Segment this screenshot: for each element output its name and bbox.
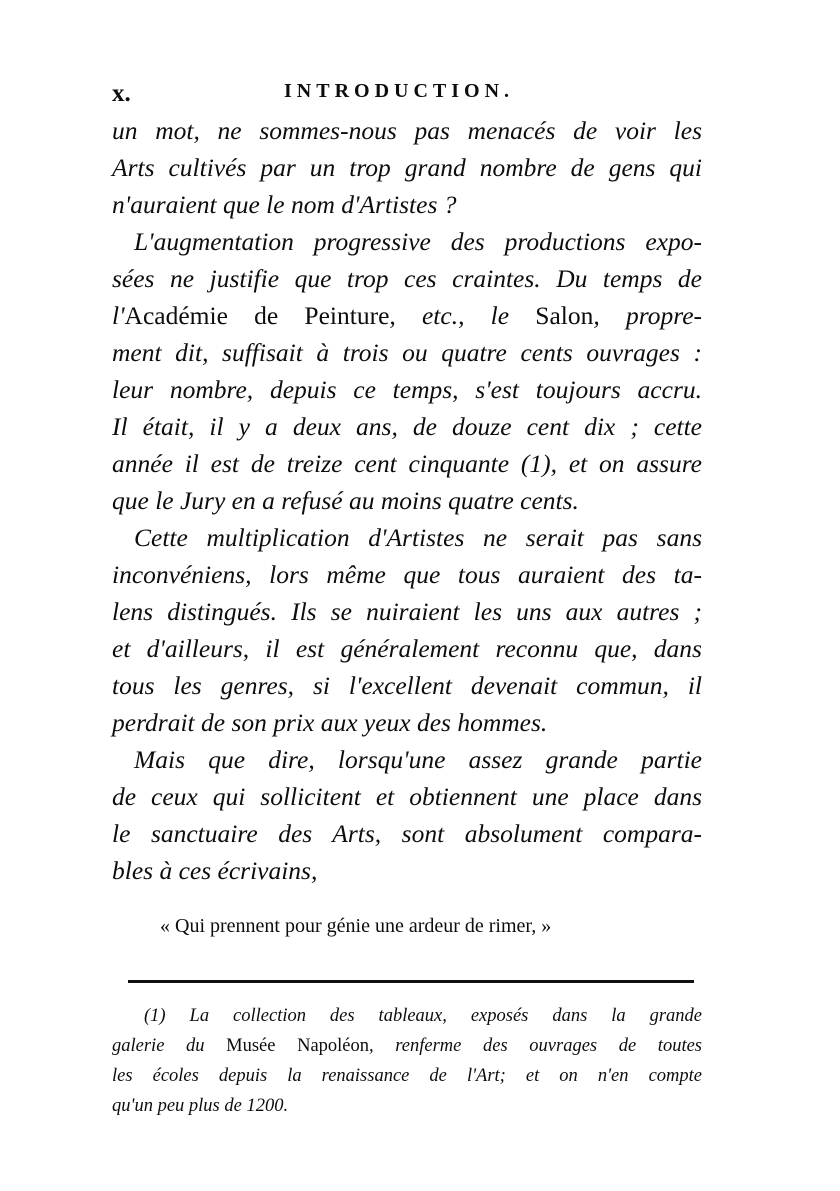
running-title: INTRODUCTION. — [284, 80, 515, 102]
text-run-upright: Académie de Peinture — [124, 301, 390, 330]
text-run: l' — [112, 301, 125, 330]
footnote-line — [112, 1031, 702, 1061]
text-line: perdrait de son prix aux yeux des hommes. — [112, 708, 548, 737]
text-line: année il est de treize cent cinquante (1), et on assure — [112, 449, 702, 478]
text-line: inconvéniens, lors même que tous auraient des ta- — [112, 560, 702, 589]
text-line: le sanctuaire des Arts, sont absolument compara- — [112, 819, 702, 848]
footnote-line: qu'un peu plus de 1200. — [112, 1096, 289, 1116]
text-run: , renferme des ouvrages de toutes — [369, 1036, 703, 1056]
footnote-line: les écoles depuis la renaissance de l'Art; et on n'en compte — [112, 1066, 702, 1086]
text-line: Mais que dire, lorsqu'une assez grande partie — [134, 745, 702, 774]
text-line: tous les genres, si l'excellent devenait commun, il — [112, 671, 702, 700]
text-run: galerie du — [112, 1036, 227, 1056]
text-line: de ceux qui sollicitent et obtiennent une place dans — [112, 782, 702, 811]
text-line: leur nombre, depuis ce temps, s'est toujours accru. — [112, 375, 702, 404]
text-line: que le Jury en a refusé au moins quatre cents. — [112, 486, 579, 515]
text-line — [112, 297, 702, 334]
text-line: Cette multiplication d'Artistes ne serait pas sans — [134, 523, 702, 552]
text-line: sées ne justifie que trop ces craintes. Du temps de — [112, 264, 702, 293]
paragraph-4 — [112, 741, 702, 889]
footnote — [112, 1001, 702, 1121]
verse-quotation: « Qui prennent pour génie une ardeur de rimer, » — [160, 915, 552, 937]
book-page — [112, 72, 702, 1121]
text-run: , propre- — [593, 301, 702, 330]
body-text — [112, 112, 702, 889]
footnote-divider — [128, 980, 694, 983]
text-line: ment dit, suffisait à trois ou quatre cents ouvrages : — [112, 338, 702, 367]
paragraph-2 — [112, 223, 702, 519]
paragraph-1 — [112, 112, 702, 223]
text-line: L'augmentation progressive des productions expo- — [134, 227, 702, 256]
text-line: bles à ces écrivains, — [112, 856, 318, 885]
text-line: lens distingués. Ils se nuiraient les uns aux autres ; — [112, 597, 702, 626]
paragraph-3 — [112, 519, 702, 741]
text-line: Arts cultivés par un trop grand nombre de gens qui — [112, 153, 702, 182]
text-run-upright: Musée Napoléon — [226, 1036, 370, 1056]
text-line: et d'ailleurs, il est généralement reconnu que, dans — [112, 634, 702, 663]
footnote-line: (1) La collection des tableaux, exposés dans la grande — [144, 1006, 702, 1026]
text-run-upright: Salon — [535, 301, 594, 330]
text-line: un mot, ne sommes-nous pas menacés de voir les — [112, 116, 702, 145]
running-head — [112, 72, 702, 112]
text-line: n'auraient que le nom d'Artistes ? — [112, 190, 457, 219]
text-line: Il était, il y a deux ans, de douze cent dix ; cette — [112, 412, 702, 441]
page-number: x. — [112, 80, 131, 107]
text-run: , etc., le — [389, 301, 536, 330]
